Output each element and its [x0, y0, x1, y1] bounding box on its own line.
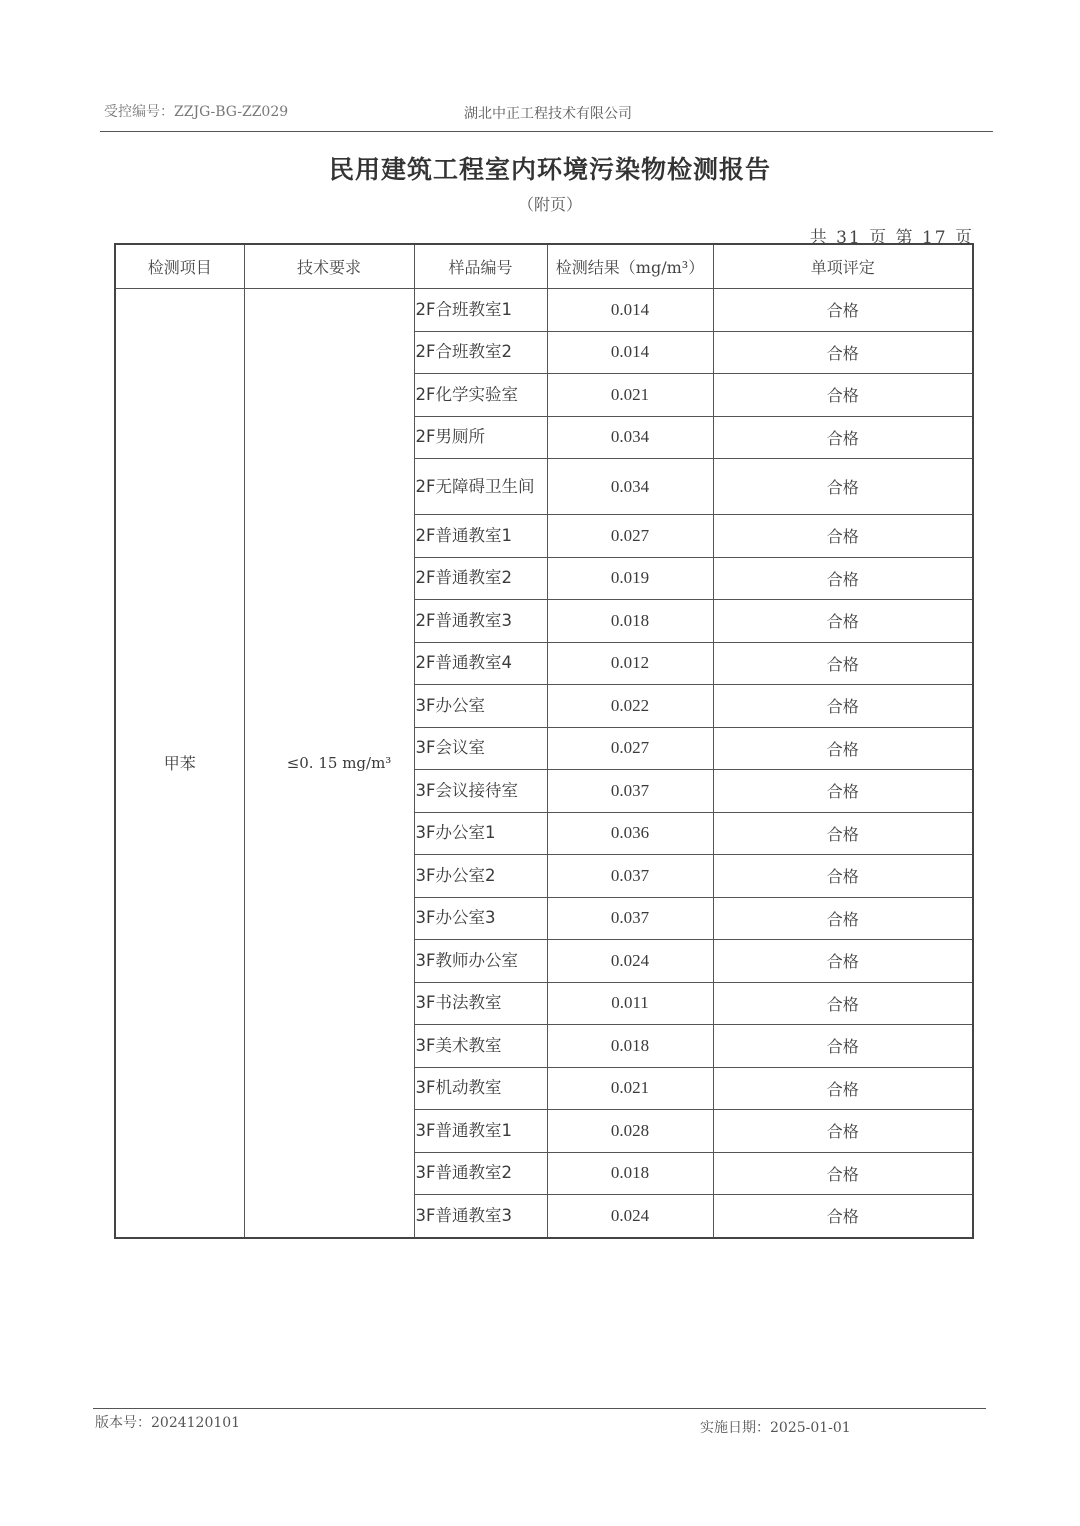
result-cell: 0.011 — [547, 982, 713, 1025]
rating-cell: 合格 — [713, 1152, 973, 1195]
table-header-row — [115, 244, 973, 289]
result-cell: 0.018 — [547, 1152, 713, 1195]
rating-cell: 合格 — [713, 812, 973, 855]
rating-cell: 合格 — [713, 1195, 973, 1238]
sample-id-cell: 2F男厕所 — [414, 416, 547, 459]
footer-divider — [93, 1408, 986, 1409]
sample-id-cell: 2F化学实验室 — [414, 374, 547, 417]
result-cell: 0.014 — [547, 331, 713, 374]
rating-cell: 合格 — [713, 1025, 973, 1068]
sample-id-cell: 3F会议室 — [414, 727, 547, 770]
rating-cell: 合格 — [713, 416, 973, 459]
rating-cell: 合格 — [713, 331, 973, 374]
result-cell: 0.037 — [547, 855, 713, 898]
sample-id-cell: 2F普通教室3 — [414, 600, 547, 643]
result-cell: 0.028 — [547, 1110, 713, 1153]
sample-id-cell: 2F合班教室1 — [414, 289, 547, 332]
results-table — [114, 243, 974, 1239]
report-title: 民用建筑工程室内环境污染物检测报告 — [328, 155, 771, 184]
header-rating: 单项评定 — [713, 244, 973, 289]
rating-cell: 合格 — [713, 557, 973, 600]
test-item-cell: 甲苯 — [115, 289, 244, 1238]
sample-id-cell: 2F普通教室1 — [414, 515, 547, 558]
rating-cell: 合格 — [713, 685, 973, 728]
sample-id-cell: 3F会议接待室 — [414, 770, 547, 813]
result-cell: 0.034 — [547, 416, 713, 459]
result-cell: 0.037 — [547, 770, 713, 813]
version-number: 版本号：2024120101 — [95, 1415, 241, 1431]
result-cell: 0.027 — [547, 727, 713, 770]
table-row — [115, 289, 973, 332]
requirement-cell: ≤0. 15 mg/m³ — [244, 289, 414, 1238]
rating-cell: 合格 — [713, 1067, 973, 1110]
sample-id-cell: 3F办公室3 — [414, 897, 547, 940]
result-cell: 0.027 — [547, 515, 713, 558]
rating-cell: 合格 — [713, 459, 973, 515]
sample-id-cell: 3F普通教室2 — [414, 1152, 547, 1195]
result-cell: 0.018 — [547, 600, 713, 643]
result-cell: 0.024 — [547, 940, 713, 983]
sample-id-cell: 2F合班教室2 — [414, 331, 547, 374]
sample-id-cell: 3F美术教室 — [414, 1025, 547, 1068]
result-cell: 0.014 — [547, 289, 713, 332]
result-cell: 0.021 — [547, 1067, 713, 1110]
result-cell: 0.037 — [547, 897, 713, 940]
page-header — [100, 97, 993, 132]
result-cell: 0.018 — [547, 1025, 713, 1068]
sample-id-cell: 2F普通教室4 — [414, 642, 547, 685]
result-cell: 0.021 — [547, 374, 713, 417]
sample-id-cell: 2F无障碍卫生间 — [414, 459, 547, 515]
implementation-date: 实施日期：2025-01-01 — [700, 1420, 851, 1436]
result-cell: 0.024 — [547, 1195, 713, 1238]
control-number: 受控编号：ZZJG-BG-ZZ029 — [104, 104, 289, 120]
sample-id-cell: 3F办公室2 — [414, 855, 547, 898]
header-sample-id: 样品编号 — [414, 244, 547, 289]
rating-cell: 合格 — [713, 770, 973, 813]
sample-id-cell: 3F书法教室 — [414, 982, 547, 1025]
sample-id-cell: 3F办公室 — [414, 685, 547, 728]
result-cell: 0.012 — [547, 642, 713, 685]
sample-id-cell: 2F普通教室2 — [414, 557, 547, 600]
sample-id-cell: 3F机动教室 — [414, 1067, 547, 1110]
rating-cell: 合格 — [713, 940, 973, 983]
rating-cell: 合格 — [713, 600, 973, 643]
header-test-item: 检测项目 — [115, 244, 244, 289]
rating-cell: 合格 — [713, 727, 973, 770]
sample-id-cell: 3F普通教室3 — [414, 1195, 547, 1238]
rating-cell: 合格 — [713, 289, 973, 332]
result-cell: 0.034 — [547, 459, 713, 515]
result-cell: 0.022 — [547, 685, 713, 728]
page-count: 共 31 页 第 17 页 — [809, 228, 974, 248]
company-name: 湖北中正工程技术有限公司 — [464, 106, 632, 122]
sample-id-cell: 3F普通教室1 — [414, 1110, 547, 1153]
rating-cell: 合格 — [713, 642, 973, 685]
rating-cell: 合格 — [713, 1110, 973, 1153]
result-cell: 0.036 — [547, 812, 713, 855]
header-result: 检测结果（mg/m³） — [547, 244, 713, 289]
sample-id-cell: 3F教师办公室 — [414, 940, 547, 983]
rating-cell: 合格 — [713, 897, 973, 940]
report-subtitle: （附页） — [517, 195, 582, 214]
result-cell: 0.019 — [547, 557, 713, 600]
sample-id-cell: 3F办公室1 — [414, 812, 547, 855]
rating-cell: 合格 — [713, 515, 973, 558]
header-requirement: 技术要求 — [244, 244, 414, 289]
rating-cell: 合格 — [713, 374, 973, 417]
rating-cell: 合格 — [713, 982, 973, 1025]
rating-cell: 合格 — [713, 855, 973, 898]
